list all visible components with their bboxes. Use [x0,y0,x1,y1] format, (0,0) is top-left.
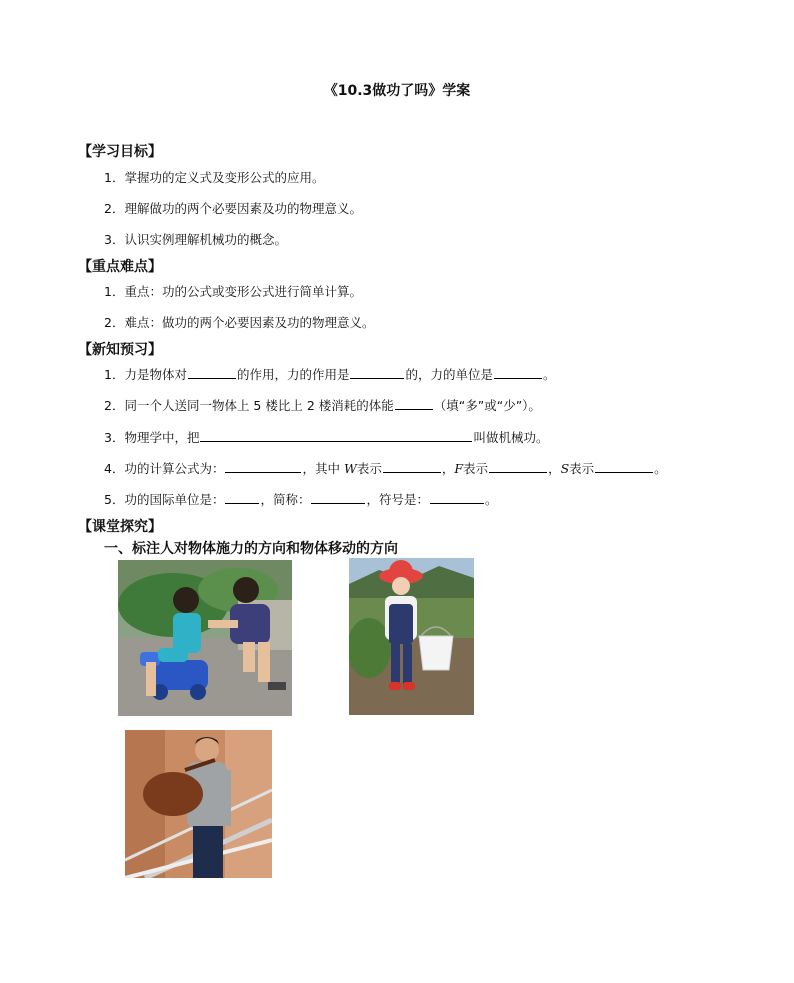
answer-blank[interactable] [494,366,542,379]
question-text: 。 [485,492,498,507]
key-item: 2．难点：做功的两个必要因素及功的物理意义。 [104,315,375,330]
question-text: 表示 [569,461,595,476]
preview-question-1 [104,365,556,383]
question-text: ，符号是： [366,492,429,507]
question-text: ， [548,461,561,476]
question-text: 2．同一个人送同一物体上 5 楼比上 2 楼消耗的体能 [104,398,394,413]
answer-blank[interactable] [395,397,433,410]
section-heading-explore: 【课堂探究】 [78,519,162,535]
answer-blank[interactable] [225,491,259,504]
answer-blank[interactable] [489,460,547,473]
question-text: 表示 [463,461,489,476]
question-text: 叫做机械功。 [473,430,549,445]
answer-blank[interactable] [350,366,404,379]
photo-child-holding-bucket [349,558,474,715]
explore-subheading: 一、标注人对物体施力的方向和物体移动的方向 [104,541,398,557]
section-heading-goals: 【学习目标】 [78,144,162,160]
question-text: 。 [654,461,667,476]
question-text: 1．力是物体对 [104,367,187,382]
question-text: 5．功的国际单位是： [104,492,225,507]
symbol-s: S [560,461,570,476]
question-text: （填“多”或“少”）。 [433,398,541,413]
preview-question-2 [104,396,541,414]
page-title: 《10.3做功了吗》学案 [323,83,471,99]
photo-man-carrying-bag-upstairs [125,730,272,878]
question-text: 3．物理学中，把 [104,430,200,445]
question-text: ，其中 [302,461,340,476]
goal-item: 2．理解做功的两个必要因素及功的物理意义。 [104,201,362,216]
section-heading-preview: 【新知预习】 [78,342,162,358]
preview-question-4 [104,459,667,477]
answer-blank[interactable] [430,491,484,504]
photo-boys-pushing-toy-car [118,560,292,716]
question-text: ， [441,461,455,476]
answer-blank[interactable] [200,429,472,442]
question-text: 。 [543,367,556,382]
goal-item: 1．掌握功的定义式及变形公式的应用。 [104,170,325,185]
preview-question-5 [104,490,498,508]
preview-question-3 [104,428,548,446]
answer-blank[interactable] [225,460,301,473]
question-text: ，简称： [260,492,311,507]
goal-item: 3．认识实例理解机械功的概念。 [104,232,287,247]
answer-blank[interactable] [311,491,365,504]
answer-blank[interactable] [595,460,653,473]
question-text: 的作用，力的作用是 [236,367,350,382]
question-text: 表示 [356,461,382,476]
symbol-w: W [343,461,357,476]
symbol-f: F [454,461,464,476]
answer-blank[interactable] [383,460,441,473]
key-item: 1．重点：功的公式或变形公式进行简单计算。 [104,284,362,299]
section-heading-key: 【重点难点】 [78,259,162,275]
question-text: 4．功的计算公式为： [104,461,225,476]
answer-blank[interactable] [188,366,236,379]
question-text: 的，力的单位是 [405,367,493,382]
